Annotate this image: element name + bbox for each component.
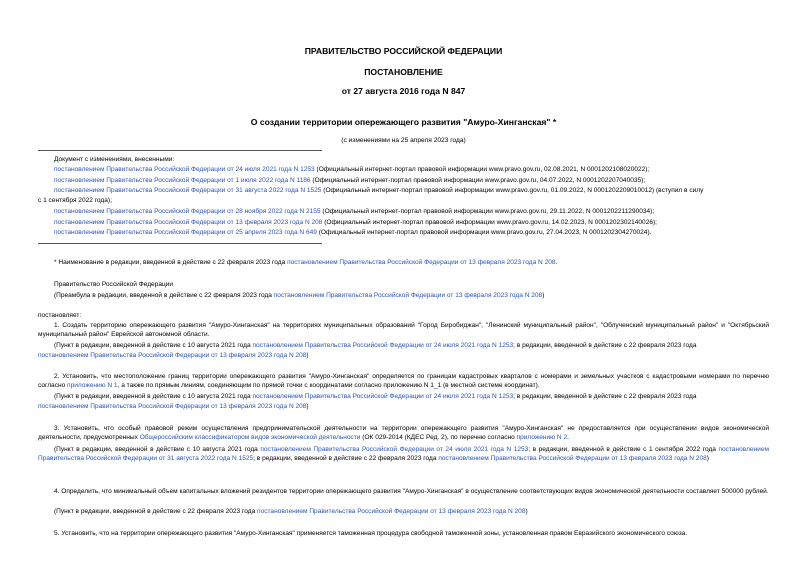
appendix-2-link[interactable]: приложению N 2 (516, 434, 568, 442)
change-link[interactable]: постановлением Правительства Российской Федерации от 13 февраля 2023 года N 208 (54, 219, 323, 226)
preamble-note-link[interactable]: постановлением Правительства Российской Федерации от 13 февраля 2023 года N 208 (273, 292, 543, 299)
change-item: постановлением Правительства Российской Федерации от 28 ноября 2022 года N 2155 (Официальный интернет-портал правовой информации www.pravo.gov.ru, 29.11.2022, N 0001202211290034); (54, 208, 655, 215)
preamble: Правительство Российской Федерации (54, 281, 174, 288)
paragraph-4: 4. Определить, что минимальный объем капитальных вложений резидентов территории опережающего развития "Амуро-Хинганская" в осуществление соответствующих видов экономической деятельности составляет 500000 рублей. (54, 488, 769, 495)
amended-note: (с изменениями на 25 апреля 2023 года) (341, 137, 466, 144)
decrees-label: постановляет: (38, 312, 82, 319)
note-link[interactable]: постановлением Правительства Российской Федерации от 13 февраля 2023 года N 208 (257, 508, 526, 515)
note-link[interactable]: постановлением Правительства Российской Федерации от 24 июля 2021 года N 1253 (260, 446, 529, 453)
appendix-1-link[interactable]: приложению N 1 (67, 382, 118, 390)
document-date: от 27 августа 2016 года N 847 (341, 86, 466, 96)
change-link[interactable]: постановлением Правительства Российской Федерации от 1 июля 2022 года N 1186 (54, 177, 311, 184)
change-link[interactable]: постановлением Правительства Российской Федерации от 28 ноября 2022 года N 2155 (54, 208, 321, 215)
change-link[interactable]: постановлением Правительства Российской Федерации от 31 августа 2022 года N 1525 (54, 187, 322, 194)
change-item-continuation: с 1 сентября 2022 года); (38, 197, 112, 204)
paragraph-3: 3. Установить, что особый правовой режим осуществления предпринимательской деятельности на территории опережающего развития "Амуро-Хинганская" не предоставляется при осуществлении видов экономической деятельности, предусмотренных Общероссийским классификатором видов экономической деятельности (ОК 029-2014 (КДЕС Ред. 2), по перечню согласно приложению N 2. (38, 425, 769, 442)
preamble-note: (Преамбула в редакции, введенной в действие с 22 февраля 2023 года постановлением Правительства Российской Федерации от 13 февраля 2023 года N 208) (54, 292, 545, 299)
change-link[interactable]: постановлением Правительства Российской Федерации от 24 июля 2021 года N 1253 (54, 166, 315, 173)
change-item: постановлением Правительства Российской Федерации от 31 августа 2022 года N 1525 (Официальный интернет-портал правовой информации www.pravo.gov.ru, 01.09.2022, N 0001202209010012) (вступил в силу (54, 187, 704, 194)
paragraph-2: 2. Установить, что местоположение границ территории опережающего развития "Амуро-Хинганская" определяется по границам кадастровых кварталов с номерами и земельных участков с кадастровыми номерами по перечню согласно приложению N 1, а также по прямым линиям, соединяющим по прямой точки с координатами согласно приложению N 1_1 (в местной системе координат). (38, 373, 769, 390)
note-link[interactable]: постановлением Правительства Российской Федерации от 24 июля 2021 года N 1253 (252, 342, 514, 349)
paragraph-3-note: (Пункт в редакции, введенной в действие с 10 августа 2021 года постановлением Правительства Российской Федерации от 24 июля 2021 года N 1253; в редакции, введенной в действие с 1 сентября 2022 года постановлением Правительства Российской Федерации от 31 августа 2022 года N 1525; в редакции, введенной в действие с 22 февраля 2023 года постановлением Правительства Российской Федерации от 13 февраля 2023 года N 208) (38, 446, 769, 463)
note-link[interactable]: постановлением Правительства Российской Федерации от 13 февраля 2023 года N 208 (38, 403, 307, 410)
note-link[interactable]: постановлением Правительства Российской Федерации от 24 июля 2021 года N 1253 (252, 393, 514, 400)
note-link[interactable]: постановлением Правительства Российской Федерации от 31 августа 2022 года N 1525 (38, 446, 769, 463)
note-link[interactable]: постановлением Правительства Российской Федерации от 13 февраля 2023 года N 208 (438, 455, 707, 463)
change-item: постановлением Правительства Российской Федерации от 24 июля 2021 года N 1253 (Официальный интернет-портал правовой информации www.pravo.gov.ru, 02.08.2021, N 0001202108020022); (54, 166, 650, 173)
document-title: О создании территории опережающего развития "Амуро-Хинганская" * (250, 117, 557, 127)
paragraph-1: 1. Создать территорию опережающего развития "Амуро-Хинганская" на территориях муниципальных образований "Город Биробиджан", "Ленинский муниципальный район", "Облученский муниципальный район" и "Октябрьский муниципальный район" Еврейской автономной области. (38, 322, 769, 339)
change-link[interactable]: постановлением Правительства Российской Федерации от 25 апреля 2023 года N 649 (54, 229, 317, 236)
change-item: постановлением Правительства Российской Федерации от 25 апреля 2023 года N 649 (Официальный интернет-портал правовой информации www.pravo.gov.ru, 27.04.2023, N 0001202304270024). (54, 229, 652, 236)
paragraph-4-note: (Пункт в редакции, введенной в действие с 22 февраля 2023 года постановлением Правительства Российской Федерации от 13 февраля 2023 года N 208) (54, 508, 528, 515)
paragraph-5: 5. Установить, что на территории опережающего развития "Амуро-Хинганская" применяется таможенная процедура свободной таможенной зоны, установленная правом Евразийского экономического союза. (54, 530, 688, 537)
footnote-link[interactable]: постановлением Правительства Российской Федерации от 13 февраля 2023 года N 208 (287, 259, 556, 266)
paragraph-1-note: (Пункт в редакции, введенной в действие с 10 августа 2021 года постановлением Правительства Российской Федерации от 24 июля 2021 года N 1253; в редакции, введенной в действие с 22 февраля 2023 года (54, 342, 697, 349)
government-heading: ПРАВИТЕЛЬСТВО РОССИЙСКОЙ ФЕДЕРАЦИИ (304, 46, 503, 56)
paragraph-2-note: (Пункт в редакции, введенной в действие с 10 августа 2021 года постановлением Правительства Российской Федерации от 24 июля 2021 года N 1253; в редакции, введенной в действие с 22 февраля 2023 года (54, 393, 697, 400)
paragraph-1-note-cont: постановлением Правительства Российской Федерации от 13 февраля 2023 года N 208) (38, 352, 309, 359)
okved-link[interactable]: Общероссийским классификатором видов экономической деятельности (139, 434, 361, 442)
footnote: * Наименование в редакции, введенной в действие с 22 февраля 2023 года постановлением Правительства Российской Федерации от 13 февраля 2023 года N 208. (54, 259, 558, 266)
top-divider (38, 150, 322, 151)
change-item: постановлением Правительства Российской Федерации от 1 июля 2022 года N 1186 (Официальный интернет-портал правовой информации www.pravo.gov.ru, 04.07.2022, N 0001202207040035); (54, 177, 646, 184)
changes-intro: Документ с изменениями, внесенными: (54, 156, 175, 163)
change-item: постановлением Правительства Российской Федерации от 13 февраля 2023 года N 208 (Официальный интернет-портал правовой информации www.pravo.gov.ru, 14.02.2023, N 0001202302140026); (54, 219, 657, 226)
paragraph-2-note-cont: постановлением Правительства Российской Федерации от 13 февраля 2023 года N 208) (38, 403, 309, 410)
note-link[interactable]: постановлением Правительства Российской Федерации от 13 февраля 2023 года N 208 (38, 352, 307, 359)
document-type: ПОСТАНОВЛЕНИЕ (364, 67, 443, 77)
bottom-divider (38, 243, 322, 244)
